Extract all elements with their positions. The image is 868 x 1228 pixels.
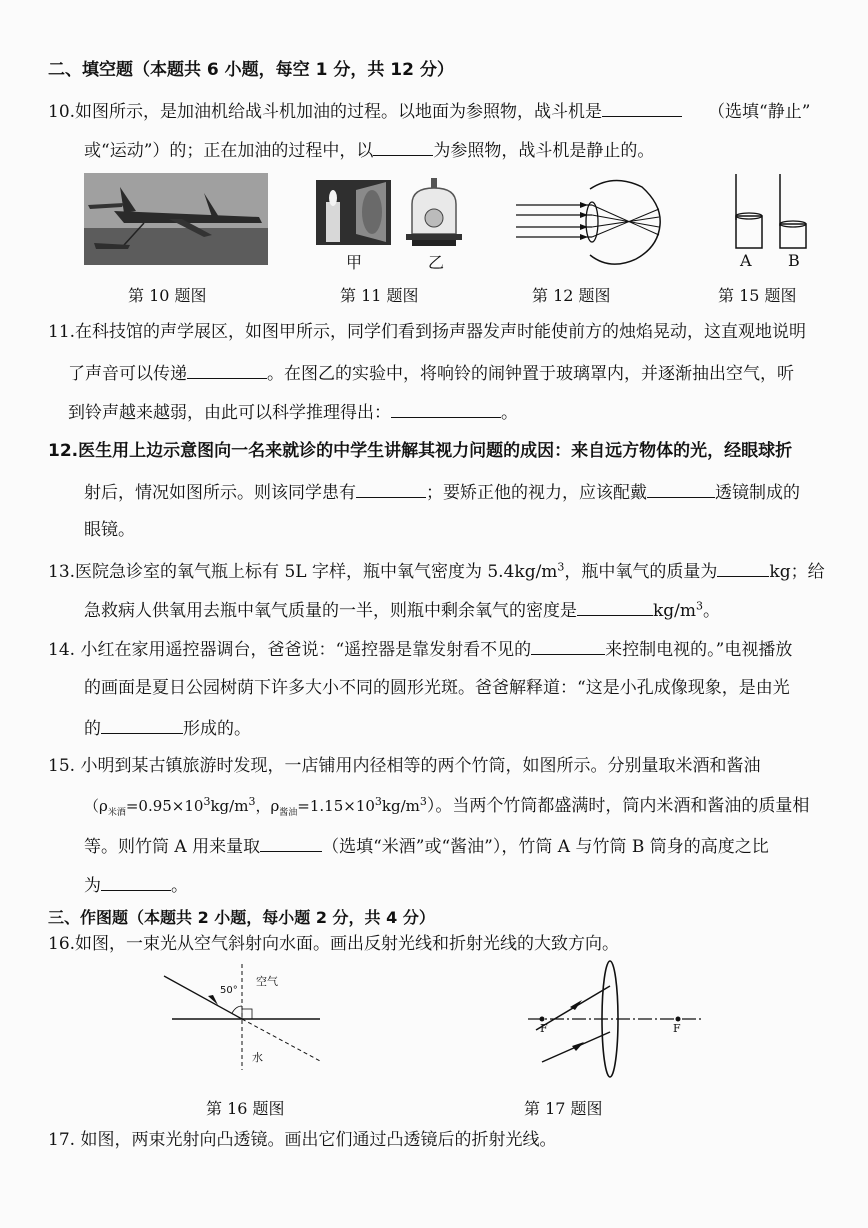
focus-left-label: F (540, 1022, 548, 1035)
answer-blank[interactable] (373, 137, 433, 156)
question-13-line-1 (48, 558, 825, 584)
question-12-line-1 (48, 439, 792, 463)
q15-rho-1: （ρ (84, 797, 108, 815)
figure-17-caption: 第 17 题图 (524, 1099, 603, 1118)
q12-text-a: 12.医生用上边示意图向一名来就诊的中学生讲解其视力问题的成因：来自远方物体的光，经眼球折 (48, 441, 793, 461)
q15-text-b: ）。当两个竹筒都盛满时，筒内米酒和酱油的质量相 (426, 796, 810, 816)
focus-right-label: F (673, 1022, 681, 1035)
answer-blank[interactable] (260, 833, 322, 852)
question-15-line-4 (84, 872, 188, 898)
angle-label: 50° (220, 985, 238, 996)
q14-text-a: 14. 小红在家用遥控器调台，爸爸说：“遥控器是靠发射看不见的 (48, 640, 532, 660)
q13-text-e: kg/m (653, 601, 697, 621)
figure-10-caption: 第 10 题图 (128, 286, 207, 305)
figure-11-label-jia: 甲 (346, 253, 363, 272)
q12-text-c: ；要矫正他的视力，应该配戴 (426, 483, 647, 503)
answer-blank[interactable] (101, 715, 183, 734)
bamboo-tubes-diagram (728, 172, 810, 252)
q14-text-d: 形成的。 (183, 719, 251, 739)
answer-blank[interactable] (531, 636, 605, 655)
q13-text-a: 13.医院急诊室的氧气瓶上标有 5L 字样，瓶中氧气密度为 5.4kg/m (48, 562, 558, 582)
q12-text-b: 射后，情况如图所示。则该同学患有 (84, 483, 356, 503)
q13-text-c: kg；给 (769, 562, 825, 582)
question-17-text: 17. 如图，两束光射向凸透镜。画出它们通过凸透镜后的折射光线。 (48, 1130, 557, 1150)
q11-text-b: 。在图乙的实验中，将响铃的闹钟置于玻璃罩内，并逐渐抽出空气，听 (267, 364, 794, 384)
bell-jar-icon (404, 178, 464, 248)
q15-sup-4: 3 (419, 795, 427, 808)
question-12-line-3: 眼镜。 (84, 520, 135, 540)
section-2-title: 二、填空题（本题共 6 小题，每空 1 分，共 12 分） (48, 60, 454, 80)
answer-blank[interactable] (391, 399, 501, 418)
aircraft-icon (84, 173, 268, 265)
answer-blank[interactable] (356, 479, 426, 498)
speaker-candle-photo (316, 180, 391, 245)
q15-sub-rice-wine: 米酒 (107, 808, 126, 818)
q13-sup-1: 3 (557, 560, 565, 574)
question-10-line-1 (48, 98, 810, 124)
answer-blank[interactable] (602, 98, 682, 117)
answer-blank[interactable] (717, 558, 769, 577)
refueling-aircraft-photo (84, 173, 268, 265)
answer-blank[interactable] (101, 872, 171, 891)
q13-text-d: 急救病人供氧用去瓶中氧气质量的一半，则瓶中剩余氧气的密度是 (84, 601, 577, 621)
figure-12-caption: 第 12 题图 (532, 286, 611, 305)
section-3-title: 三、作图题（本题共 2 小题，每小题 2 分，共 4 分） (48, 908, 435, 927)
q15-sup-2: 3 (248, 795, 256, 808)
question-11-line-3 (68, 399, 518, 425)
q14-text-c: 的 (84, 719, 101, 739)
figure-11-caption: 第 11 题图 (340, 286, 419, 305)
q13-text-f: 。 (703, 601, 721, 621)
q11-text-d: 。 (501, 403, 518, 423)
q11-text-c: 到铃声越来越弱，由此可以科学推理得出： (68, 403, 391, 423)
question-16-text: 16.如图，一束光从空气斜射向水面。画出反射光线和折射光线的大致方向。 (48, 934, 620, 954)
q15-val-2: =1.15×10 (297, 797, 375, 815)
q15-sup-1: 3 (203, 795, 211, 808)
q10-text-c: 或“运动”）的；正在加油的过程中，以 (84, 141, 374, 161)
q15-text-c: 等。则竹筒 A 用来量取 (84, 837, 261, 857)
figure-11-label-yi: 乙 (428, 253, 445, 272)
q11-text-a: 了声音可以传递 (68, 364, 187, 384)
q15-text-d: （选填“米酒”或“酱油”），竹筒 A 与竹筒 B 筒身的高度之比 (322, 837, 769, 857)
air-label: 空气 (256, 975, 278, 988)
q15-sub-soy-sauce: 酱油 (279, 808, 298, 818)
question-12-line-2 (84, 479, 800, 505)
q13-sup-2: 3 (696, 599, 704, 613)
question-15-line-3 (84, 833, 769, 859)
q15-unit-2: kg/m (381, 797, 420, 815)
water-label: 水 (252, 1051, 263, 1064)
question-15-line-1: 15. 小明到某古镇旅游时发现，一店铺用内径相等的两个竹筒，如图所示。分别量取米酒和酱油 (48, 756, 761, 776)
question-14-line-3 (84, 715, 251, 741)
question-15-line-2 (84, 794, 809, 818)
q15-sup-3: 3 (374, 795, 382, 808)
question-14-line-1 (48, 636, 792, 662)
eye-diagram (514, 175, 664, 270)
q13-text-b: ，瓶中氧气的质量为 (564, 562, 718, 582)
q15-val-1: =0.95×10 (125, 797, 204, 815)
question-11-line-1: 11.在科技馆的声学展区，如图甲所示，同学们看到扬声器发声时能使前方的烛焰晃动，这直观地说明 (48, 322, 807, 342)
figure-15-label-b: B (788, 251, 800, 270)
answer-blank[interactable] (647, 479, 715, 498)
answer-blank[interactable] (187, 360, 267, 379)
q15-rho-2: ，ρ (255, 797, 280, 815)
q14-text-b: 来控制电视的。”电视播放 (605, 640, 793, 660)
question-10-line-2 (84, 137, 654, 163)
q12-text-d: 透镜制成的 (715, 483, 800, 503)
question-11-line-2 (68, 360, 794, 386)
bell-jar-figure (404, 178, 464, 248)
q15-text-e: 为 (84, 876, 101, 896)
speaker-icon (316, 180, 391, 245)
q15-text-f: 。 (171, 876, 188, 896)
question-13-line-2 (84, 597, 720, 623)
question-14-line-2: 的画面是夏日公园树荫下许多大小不同的圆形光斑。爸爸解释道：“这是小孔成像现象，是由光 (84, 678, 790, 698)
q10-text-a: 10.如图所示，是加油机给战斗机加油的过程。以地面为参照物，战斗机是 (48, 102, 603, 122)
figure-15-caption: 第 15 题图 (718, 286, 797, 305)
convex-lens-diagram (520, 958, 705, 1083)
figure-16-caption: 第 16 题图 (206, 1099, 285, 1118)
q10-text-d: 为参照物，战斗机是静止的。 (433, 141, 655, 161)
answer-blank[interactable] (577, 597, 653, 616)
q10-text-b: （选填“静止” (708, 102, 811, 122)
refraction-diagram (160, 960, 330, 1072)
q15-unit-1: kg/m (210, 797, 249, 815)
figure-15-label-a: A (740, 251, 752, 270)
